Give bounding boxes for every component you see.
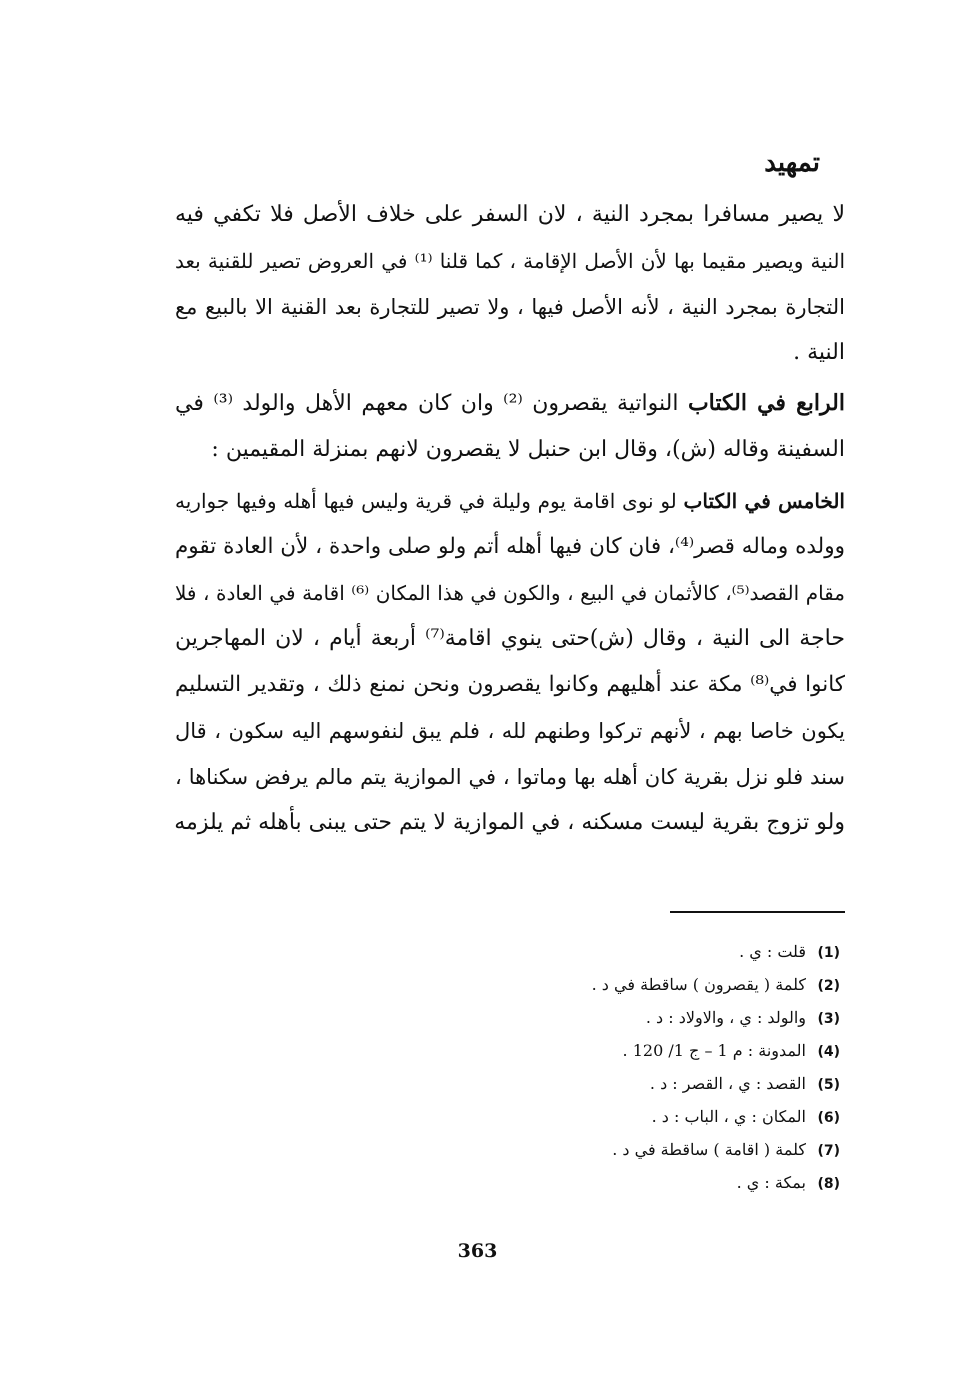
paragraph-2 [175, 380, 845, 473]
footnote [520, 1100, 840, 1133]
footnote-text: كلمة ( يقصرون ) ساقطة في د . [591, 975, 806, 994]
paragraph-lead: الخامس في الكتاب [683, 489, 845, 513]
text-line-rest: لو نوى اقامة يوم وليلة في قرية وليس فيها أهله وفيها جواريه [175, 489, 677, 513]
text-line: مقام القصد⁽⁵⁾، كالأثمان في البيع ، والكون في هذا المكان ⁽⁶⁾ اقامة في العادة ، فلا [175, 581, 846, 605]
footnote-text: قلت : ي . [739, 942, 806, 961]
text-line: ولو تزوج بقرية ليست مسكنه ، في الموازية لا يتم حتى يبنى بأهله ثم يلزمه [174, 810, 845, 835]
paragraph-3 [175, 478, 845, 846]
footnote [520, 1067, 840, 1100]
text-line: السفينة وقاله (ش)، وقال ابن حنبل لا يقصرون لانهم بمنزلة المقيمين : [211, 437, 845, 462]
footnote-text: المكان : ي ، الباب : د . [651, 1107, 806, 1126]
footnote [520, 1133, 840, 1166]
page-number: 363 [457, 1240, 498, 1262]
footnote [520, 1001, 840, 1034]
footnote-number: (4) [817, 1044, 840, 1060]
footnote [520, 935, 840, 968]
text-line: التجارة بمجرد النية ، لأنه الأصل فيها ، ولا تصير للتجارة بعد القنية الا بالبيع مع [175, 295, 845, 319]
footnotes [520, 935, 840, 1199]
text-line: حاجة الى النية ، وقال (ش)حتى ينوي اقامة⁽⁷⁾ أربعة أيام ، لان المهاجرين [175, 626, 845, 651]
footnote-text: والولد : ي ، والاولاد : د . [645, 1008, 806, 1027]
text-line: سند فلو نزل بقرية كان أهله بها وماتوا ، في الموازية يتم مالم يرفض سكناها ، [175, 765, 845, 789]
footnote [520, 968, 840, 1001]
text-line: يكون خاصا بهم ، لأنهم تركوا وطنهم لله ، فلم يبق لنفوسهم اليه سكون ، قال [175, 719, 845, 743]
footnote-text: بمكة : ي . [736, 1173, 806, 1192]
text-line: وولده وماله قصر⁽⁴⁾، فان كان فيها أهله أتم ولو صلى واحدة ، لأن العادة تقوم [175, 534, 845, 559]
footnote-number: (3) [817, 1011, 840, 1027]
footnote-number: (1) [817, 945, 840, 961]
footnote [520, 1166, 840, 1199]
footnote-text: القصد : ي ، القصر : د . [649, 1074, 806, 1093]
text-line [175, 380, 845, 427]
text-line: النية ويصير مقيما بها لأن الأصل الإقامة ، كما قلنا ⁽¹⁾ في العروض تصير للقنية بعد [175, 249, 846, 273]
paragraph-1 [175, 192, 845, 376]
footnote [520, 1034, 840, 1067]
footnote-number: (6) [817, 1110, 840, 1126]
footnote-text: كلمة ( اقامة ) ساقطة في د . [612, 1140, 806, 1159]
footnote-number: (8) [817, 1176, 840, 1192]
footnote-text: المدونة : م 1 – ج 1/ 120 . [622, 1041, 806, 1060]
text-line: النية . [793, 340, 845, 365]
text-line: كانوا في⁽⁸⁾ مكة عند أهليهم وكانوا يقصرون ونحن نمنع ذلك ، وتقدير التسليم [175, 672, 845, 697]
text-line [175, 478, 845, 524]
section-heading: تمهيد [764, 148, 820, 178]
paragraph-lead: الرابع في الكتاب [687, 390, 845, 416]
footnote-number: (2) [817, 978, 840, 994]
footnote-number: (5) [817, 1077, 840, 1093]
text-line: لا يصير مسافرا بمجرد النية ، لان السفر على خلاف الأصل فلا تكفي فيه [175, 202, 845, 227]
text-line-rest: النواتية يقصرون ⁽²⁾ وان كان معهم الأهل والولد ⁽³⁾ في [175, 391, 679, 416]
footnote-divider [670, 911, 845, 913]
footnote-number: (7) [817, 1143, 840, 1159]
